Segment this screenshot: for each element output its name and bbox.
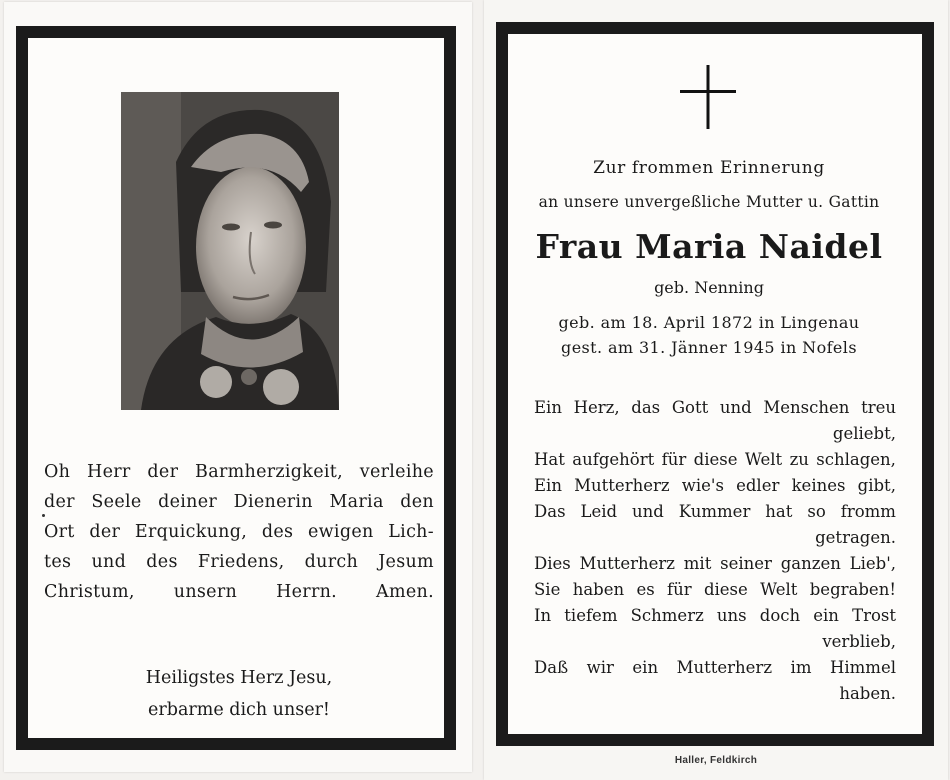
- poem-word: Ein: [534, 476, 562, 495]
- poem-word: und: [632, 502, 664, 521]
- poem-line: haben.: [839, 684, 896, 703]
- poem-word: es: [636, 580, 655, 599]
- prayer-word: ewigen: [307, 522, 374, 542]
- poem-word: wie's: [681, 476, 724, 495]
- printer-imprint: Haller, Feldkirch: [674, 755, 758, 766]
- prayer-word: Barmherzigkeit,: [195, 462, 343, 482]
- poem-word: Sie: [534, 580, 561, 599]
- poem-word: aufgehört: [572, 450, 655, 469]
- poem-word: In: [534, 606, 552, 625]
- birth-line: geb. am 18. April 1872 in Lingenau: [558, 313, 860, 332]
- poem-word: Gott: [671, 398, 709, 417]
- speck: [42, 514, 45, 517]
- poem-line: [534, 551, 896, 577]
- death-line: gest. am 31. Jänner 1945 in Nofels: [561, 338, 857, 357]
- prayer-line: [44, 457, 434, 487]
- prayer-word: Friedens,: [197, 552, 285, 572]
- prayer-word: Seele: [91, 492, 142, 512]
- prayer-line: [44, 487, 434, 517]
- memorial-poem: [534, 395, 896, 707]
- poem-word: Kummer: [678, 502, 751, 521]
- prayer-word: durch: [304, 552, 359, 572]
- deceased-name: Frau Maria Naidel: [535, 227, 883, 266]
- poem-word: Mutterherz: [574, 476, 670, 495]
- prayer-word: Christum,: [44, 582, 135, 602]
- poem-line: [534, 395, 896, 421]
- prayer-word: Maria: [329, 492, 384, 512]
- poem-word: haben: [572, 580, 625, 599]
- prayer-word: Herr: [87, 462, 131, 482]
- poem-word: gibt,: [857, 476, 896, 495]
- poem-word: ein: [632, 658, 659, 677]
- poem-line: verblieb,: [822, 632, 896, 651]
- poem-line: geliebt,: [832, 424, 896, 443]
- poem-word: Welt: [744, 450, 783, 469]
- prayer-line: [44, 547, 434, 577]
- poem-word: Mutterherz: [579, 554, 675, 573]
- poem-word: schlagen,: [816, 450, 896, 469]
- poem-word: fromm: [840, 502, 896, 521]
- poem-line: [534, 473, 896, 499]
- poem-word: Menschen: [763, 398, 850, 417]
- prayer-word: und: [91, 552, 127, 572]
- prayer-word: unsern: [173, 582, 238, 602]
- poem-word: für: [661, 450, 687, 469]
- prayer-word: verleihe: [359, 462, 434, 482]
- poem-word: Himmel: [830, 658, 896, 677]
- prayer-word: Jesum: [378, 552, 434, 572]
- poem-word: Ein: [534, 398, 562, 417]
- poem-line: [534, 603, 896, 629]
- prayer-word: Herrn.: [276, 582, 338, 602]
- poem-word: so: [807, 502, 826, 521]
- poem-line: [534, 655, 896, 681]
- poem-word: Das: [534, 502, 566, 521]
- poem-word: Dies: [534, 554, 571, 573]
- prayer-word: der: [89, 522, 121, 542]
- poem-word: Trost: [852, 606, 896, 625]
- poem-word: diese: [703, 580, 748, 599]
- prayer-word: Oh: [44, 462, 71, 482]
- poem-word: wir: [586, 658, 614, 677]
- poem-word: treu: [861, 398, 896, 417]
- prayer-word: des: [261, 522, 294, 542]
- poem-word: ein: [813, 606, 839, 625]
- prayer-word: Amen.: [376, 582, 434, 602]
- poem-word: und: [719, 398, 752, 417]
- prayer-text: [44, 457, 434, 607]
- invocation-line: Heiligstes Herz Jesu,: [145, 668, 333, 688]
- poem-word: tiefem: [564, 606, 618, 625]
- poem-word: Lieb',: [849, 554, 896, 573]
- maiden-name: geb. Nenning: [654, 278, 764, 297]
- prayer-word: deiner: [158, 492, 218, 512]
- prayer-line: [44, 517, 434, 547]
- portrait-photo: [121, 92, 339, 410]
- prayer-word: der: [147, 462, 179, 482]
- poem-word: edler: [736, 476, 780, 495]
- prayer-word: der: [44, 492, 75, 512]
- prayer-word: den: [400, 492, 434, 512]
- poem-word: mit: [683, 554, 712, 573]
- invocation-line: erbarme dich unser!: [148, 700, 330, 720]
- poem-word: uns: [716, 606, 747, 625]
- prayer-word: Lich-: [388, 522, 434, 542]
- poem-line: [534, 447, 896, 473]
- poem-word: diese: [693, 450, 738, 469]
- poem-word: für: [667, 580, 692, 599]
- poem-word: ganzen: [780, 554, 841, 573]
- poem-word: Schmerz: [630, 606, 704, 625]
- prayer-word: tes: [44, 552, 72, 572]
- poem-word: Herz,: [573, 398, 620, 417]
- poem-word: im: [790, 658, 812, 677]
- poem-word: hat: [765, 502, 793, 521]
- remembrance-heading: Zur frommen Erinnerung: [593, 158, 825, 178]
- prayer-word: Dienerin: [233, 492, 313, 512]
- poem-word: doch: [759, 606, 801, 625]
- poem-word: Welt: [760, 580, 798, 599]
- memorial-card-left: [4, 2, 472, 772]
- poem-word: zu: [789, 450, 809, 469]
- poem-word: seiner: [720, 554, 772, 573]
- memorial-card-right: [484, 0, 948, 780]
- prayer-line: [44, 577, 434, 607]
- prayer-word: des: [146, 552, 178, 572]
- dedication-line: an unsere unvergeßliche Mutter u. Gattin: [538, 193, 880, 211]
- poem-line: [534, 499, 896, 525]
- prayer-word: Ort: [44, 522, 75, 542]
- poem-word: begraben!: [809, 580, 896, 599]
- invocation-text: [44, 662, 434, 726]
- poem-word: Mutterherz: [676, 658, 773, 677]
- poem-word: Leid: [580, 502, 618, 521]
- poem-line: [534, 577, 896, 603]
- poem-word: Daß: [534, 658, 569, 677]
- poem-line: getragen.: [815, 528, 896, 547]
- prayer-word: Erquickung,: [134, 522, 248, 542]
- poem-word: keines: [791, 476, 846, 495]
- cross-icon: [680, 65, 736, 129]
- poem-word: Hat: [534, 450, 565, 469]
- poem-word: das: [631, 398, 661, 417]
